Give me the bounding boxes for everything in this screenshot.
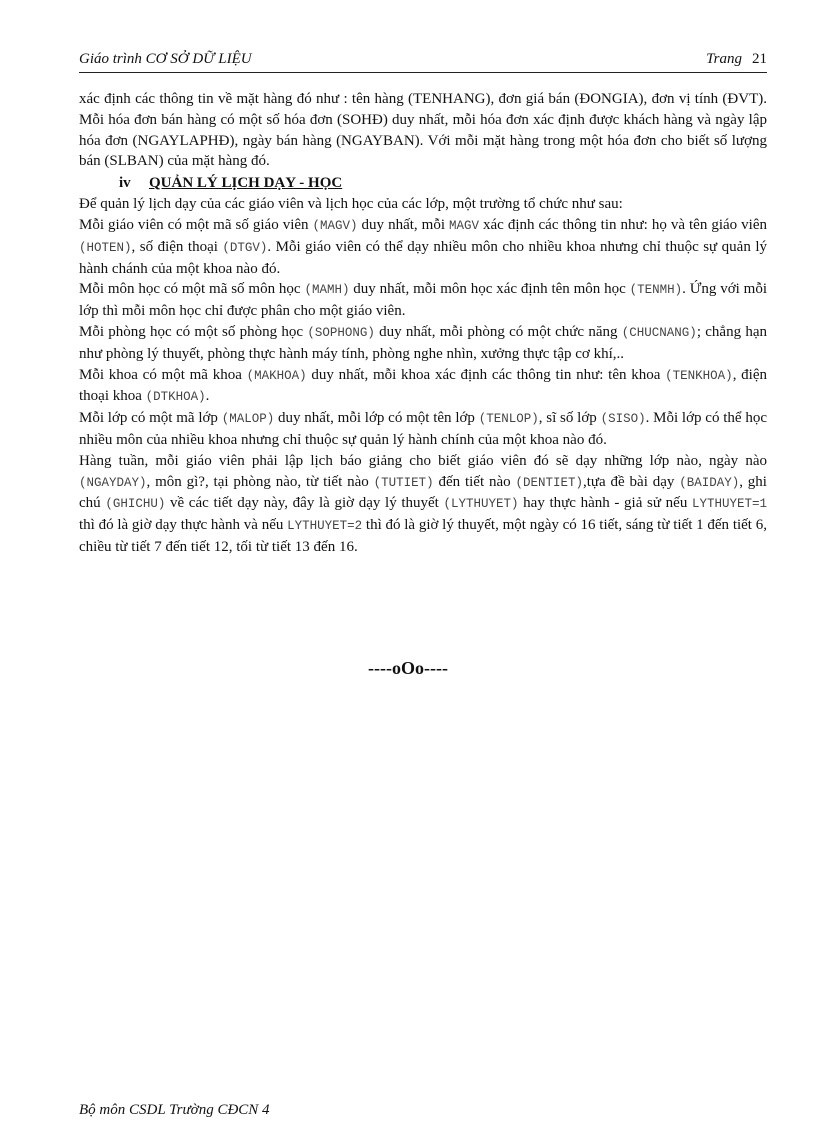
field-code: (DENTIET)	[515, 475, 583, 490]
field-code: (GHICHU)	[105, 497, 166, 512]
field-code: (MAMH)	[304, 283, 350, 298]
text-run: xác định các thông tin như: họ và tên giáo viên	[479, 216, 767, 233]
text-run: , số điện thoại	[131, 238, 223, 255]
field-code: (HOTEN)	[79, 240, 132, 255]
field-code: (DTKHOA)	[145, 390, 206, 405]
field-code: (BAIDAY)	[679, 475, 740, 490]
text-run: Mỗi môn học có một mã số môn học	[79, 281, 305, 298]
field-code: LYTHUYET=1	[691, 497, 767, 512]
text-run: duy nhất, mỗi lớp có một tên lớp	[274, 410, 479, 427]
text-run: , điện thoại khoa	[79, 366, 768, 405]
paragraph-class	[79, 408, 767, 451]
text-run: thì đó là giờ dạy thực hành và nếu	[79, 517, 288, 534]
field-code: (TUTIET)	[373, 475, 434, 490]
text-run: .	[205, 388, 210, 405]
text-run: ,tựa đề bài dạy	[582, 473, 680, 490]
text-run: đến tiết nào	[433, 473, 516, 490]
field-code: (TENMH)	[629, 283, 683, 298]
paragraph-sales-invoice	[79, 89, 767, 172]
text-run: Mỗi giáo viên có một mã số giáo viên	[79, 216, 313, 233]
text-run: hay thực hành - giả sử nếu	[518, 495, 692, 512]
text-run: Mỗi khoa có một mã khoa	[79, 366, 247, 383]
paragraph-schedule	[79, 451, 767, 558]
field-code: (LYTHUYET)	[443, 497, 519, 512]
field-code: (SOPHONG)	[307, 325, 375, 340]
page-number: 21	[752, 51, 767, 67]
paragraph-intro	[79, 194, 767, 215]
text-run: . Ứng với mỗi lớp thì mỗi môn học chỉ được phân cho một giáo viên.	[79, 281, 768, 320]
field-code: (CHUCNANG)	[621, 325, 697, 340]
text-run: xác định các thông tin về mặt hàng đó như : tên hàng (TENHANG), đơn giá bán (ĐONGIA), đơn vị tính (ĐVT). Mỗi hóa đơn bán hàng có một số hóa đơn (SOHĐ) duy nhất, mỗi hóa đơn xác định được khách hàng và ngày lập hóa đơn (NGAYLAPHĐ), ngày bán hàng (NGAYBAN). Với mỗi mặt hàng trong một hóa đơn cho biết số lượng bán (SLBAN) của mặt hàng đó.	[79, 91, 767, 170]
text-run: . Mỗi giáo viên có thể dạy nhiều môn cho nhiều khoa nhưng chỉ thuộc sự quản lý hành chánh của một khoa nào đó.	[79, 238, 767, 277]
field-code: (TENKHOA)	[665, 368, 733, 383]
text-run: , ghi chú	[79, 473, 767, 512]
field-code: (DTGV)	[222, 240, 268, 255]
section-title: QUẢN LÝ LỊCH DẠY - HỌC	[149, 175, 343, 192]
page-header	[79, 48, 767, 73]
field-code: (NGAYDAY)	[79, 475, 147, 490]
paragraph-faculty	[79, 365, 767, 409]
field-code: MAGV	[449, 218, 480, 233]
field-code: (MALOP)	[221, 412, 275, 427]
text-run: Để quản lý lịch dạy của các giáo viên và lịch học của các lớp, một trường tổ chức như sau:	[79, 196, 623, 213]
text-run: Hàng tuần, mỗi giáo viên phải lập lịch báo giảng cho biết giáo viên đó sẽ dạy những lớp nào, ngày nào	[79, 452, 767, 469]
text-run: duy nhất, mỗi khoa xác định các thông tin như: tên khoa	[306, 366, 666, 383]
field-code: LYTHUYET=2	[287, 519, 363, 534]
section-heading	[79, 172, 767, 194]
text-run: . Mỗi lớp có thể học nhiều môn của nhiều khoa nhưng chỉ thuộc sự quản lý hành chính của một khoa nào đó.	[79, 410, 767, 448]
page-indicator	[706, 51, 767, 68]
text-run: Mỗi lớp có một mã lớp	[79, 410, 222, 427]
page-content	[79, 89, 767, 558]
text-run: ; chẳng hạn như phòng lý thuyết, phòng thực hành máy tính, phòng nghe nhìn, xưởng thực tập cơ khí,..	[79, 323, 767, 362]
text-run: , sĩ số lớp	[538, 410, 601, 427]
text-run: duy nhất, mỗi phòng có một chức năng	[374, 323, 622, 340]
field-code: (SISO)	[600, 412, 646, 427]
field-code: (TENLOP)	[478, 412, 539, 427]
text-run: Mỗi phòng học có một số phòng học	[79, 323, 308, 340]
text-run: duy nhất, mỗi môn học xác định tên môn học	[349, 281, 630, 298]
text-run: duy nhất, mỗi	[357, 216, 449, 233]
document-title: Giáo trình CƠ SỞ DỮ LIỆU	[79, 51, 252, 67]
text-run: , môn gì?, tại phòng nào, từ tiết nào	[146, 473, 374, 490]
section-number: iv	[119, 175, 131, 192]
text-run: thì đó là giờ lý thuyết, một ngày có 16 tiết, sáng từ tiết 1 đến tiết 6, chiều từ tiết 7 đến tiết 12, tối từ tiết 13 đến 16.	[79, 517, 767, 555]
paragraph-subject	[79, 279, 767, 322]
field-code: (MAGV)	[312, 218, 358, 233]
text-run: về các tiết dạy này, đây là giờ dạy lý thuyết	[165, 495, 444, 512]
page-footer: Bộ môn CSDL Trường CĐCN 4	[79, 1102, 270, 1118]
paragraph-teacher	[79, 215, 767, 279]
section-divider: ----oOo----	[368, 658, 448, 678]
page-label: Trang	[706, 51, 742, 67]
paragraph-room	[79, 322, 767, 365]
field-code: (MAKHOA)	[246, 368, 307, 383]
